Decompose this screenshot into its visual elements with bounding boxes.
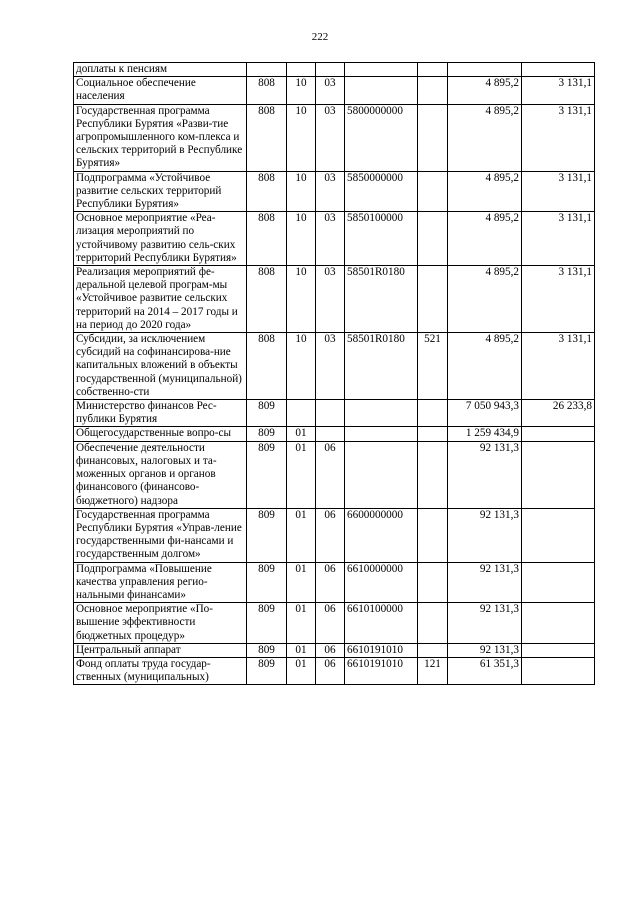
table-row bbox=[74, 400, 595, 427]
amount-secondary-cell bbox=[522, 657, 595, 684]
expense-type-cell bbox=[418, 63, 448, 77]
ved-code-cell: 808 bbox=[247, 212, 287, 266]
section-code-cell bbox=[287, 400, 316, 427]
target-article-cell: 6610000000 bbox=[345, 562, 418, 603]
subsection-code-cell bbox=[316, 63, 345, 77]
ved-code-cell: 809 bbox=[247, 643, 287, 657]
amount-cell: 4 895,2 bbox=[448, 171, 522, 212]
expense-type-cell: 521 bbox=[418, 333, 448, 400]
row-name-cell: Подпрограмма «Повышение качества управления регио-нальными финансами» bbox=[74, 562, 247, 603]
table-row bbox=[74, 266, 595, 333]
subsection-code-cell: 06 bbox=[316, 643, 345, 657]
expense-type-cell bbox=[418, 603, 448, 644]
row-name-cell: Основное мероприятие «Реа-лизация мероприятий по устойчивому развитию сель-ских территорий Республики Бурятия» bbox=[74, 212, 247, 266]
table-row bbox=[74, 441, 595, 508]
table-body bbox=[74, 63, 595, 685]
target-article-cell: 5850100000 bbox=[345, 212, 418, 266]
table-row bbox=[74, 603, 595, 644]
subsection-code-cell: 03 bbox=[316, 333, 345, 400]
expense-type-cell bbox=[418, 400, 448, 427]
ved-code-cell: 809 bbox=[247, 562, 287, 603]
table-row bbox=[74, 63, 595, 77]
target-article-cell: 6610191010 bbox=[345, 643, 418, 657]
row-name-cell: Обеспечение деятельности финансовых, налоговых и та-моженных органов и органов финансового (финансово-бюджетного) надзора bbox=[74, 441, 247, 508]
budget-table bbox=[73, 62, 595, 685]
amount-cell: 4 895,2 bbox=[448, 212, 522, 266]
amount-secondary-cell bbox=[522, 63, 595, 77]
amount-secondary-cell: 3 131,1 bbox=[522, 104, 595, 171]
amount-secondary-cell bbox=[522, 562, 595, 603]
subsection-code-cell: 03 bbox=[316, 212, 345, 266]
expense-type-cell: 121 bbox=[418, 657, 448, 684]
expense-type-cell bbox=[418, 77, 448, 104]
subsection-code-cell: 06 bbox=[316, 603, 345, 644]
amount-cell: 4 895,2 bbox=[448, 77, 522, 104]
section-code-cell: 01 bbox=[287, 508, 316, 562]
section-code-cell: 10 bbox=[287, 212, 316, 266]
expense-type-cell bbox=[418, 171, 448, 212]
amount-cell: 92 131,3 bbox=[448, 603, 522, 644]
amount-cell: 4 895,2 bbox=[448, 333, 522, 400]
table-row bbox=[74, 333, 595, 400]
ved-code-cell: 809 bbox=[247, 508, 287, 562]
target-article-cell: 6610100000 bbox=[345, 603, 418, 644]
row-name-cell: Государственная программа Республики Бурятия «Управ-ление государственными фи-нансами и государственным долгом» bbox=[74, 508, 247, 562]
amount-secondary-cell: 3 131,1 bbox=[522, 77, 595, 104]
expense-type-cell bbox=[418, 643, 448, 657]
expense-type-cell bbox=[418, 104, 448, 171]
table-row bbox=[74, 171, 595, 212]
amount-secondary-cell: 3 131,1 bbox=[522, 333, 595, 400]
subsection-code-cell: 03 bbox=[316, 171, 345, 212]
row-name-cell: Государственная программа Республики Бурятия «Разви-тие агропромышленного ком-плекса и сельских территорий в Республике Бурятия» bbox=[74, 104, 247, 171]
row-name-cell: Фонд оплаты труда государ-ственных (муниципальных) bbox=[74, 657, 247, 684]
ved-code-cell: 808 bbox=[247, 266, 287, 333]
page-number: 222 bbox=[311, 31, 329, 43]
target-article-cell bbox=[345, 400, 418, 427]
subsection-code-cell: 03 bbox=[316, 77, 345, 104]
amount-secondary-cell bbox=[522, 427, 595, 441]
expense-type-cell bbox=[418, 212, 448, 266]
ved-code-cell: 809 bbox=[247, 603, 287, 644]
subsection-code-cell bbox=[316, 400, 345, 427]
amount-cell: 92 131,3 bbox=[448, 643, 522, 657]
target-article-cell: 6600000000 bbox=[345, 508, 418, 562]
amount-cell: 92 131,3 bbox=[448, 562, 522, 603]
ved-code-cell: 808 bbox=[247, 77, 287, 104]
subsection-code-cell: 06 bbox=[316, 441, 345, 508]
target-article-cell bbox=[345, 63, 418, 77]
ved-code-cell: 809 bbox=[247, 400, 287, 427]
expense-type-cell bbox=[418, 508, 448, 562]
ved-code-cell bbox=[247, 63, 287, 77]
row-name-cell: Подпрограмма «Устойчивое развитие сельских территорий Республики Бурятия» bbox=[74, 171, 247, 212]
ved-code-cell: 809 bbox=[247, 441, 287, 508]
expense-type-cell bbox=[418, 562, 448, 603]
target-article-cell bbox=[345, 77, 418, 104]
section-code-cell: 10 bbox=[287, 104, 316, 171]
subsection-code-cell: 03 bbox=[316, 266, 345, 333]
amount-secondary-cell bbox=[522, 603, 595, 644]
table-row bbox=[74, 212, 595, 266]
subsection-code-cell: 06 bbox=[316, 508, 345, 562]
table-row bbox=[74, 562, 595, 603]
section-code-cell: 01 bbox=[287, 441, 316, 508]
section-code-cell: 10 bbox=[287, 171, 316, 212]
amount-cell: 7 050 943,3 bbox=[448, 400, 522, 427]
amount-secondary-cell: 3 131,1 bbox=[522, 171, 595, 212]
row-name-cell: доплаты к пенсиям bbox=[74, 63, 247, 77]
section-code-cell: 10 bbox=[287, 266, 316, 333]
amount-secondary-cell: 3 131,1 bbox=[522, 266, 595, 333]
section-code-cell: 01 bbox=[287, 427, 316, 441]
subsection-code-cell: 03 bbox=[316, 104, 345, 171]
amount-cell: 92 131,3 bbox=[448, 508, 522, 562]
amount-cell: 92 131,3 bbox=[448, 441, 522, 508]
target-article-cell bbox=[345, 441, 418, 508]
target-article-cell bbox=[345, 427, 418, 441]
amount-secondary-cell bbox=[522, 643, 595, 657]
section-code-cell: 10 bbox=[287, 77, 316, 104]
section-code-cell: 01 bbox=[287, 603, 316, 644]
row-name-cell: Социальное обеспечение населения bbox=[74, 77, 247, 104]
section-code-cell bbox=[287, 63, 316, 77]
target-article-cell: 5800000000 bbox=[345, 104, 418, 171]
subsection-code-cell: 06 bbox=[316, 562, 345, 603]
ved-code-cell: 809 bbox=[247, 657, 287, 684]
amount-cell bbox=[448, 63, 522, 77]
row-name-cell: Министерство финансов Рес-публики Бурятия bbox=[74, 400, 247, 427]
table-row bbox=[74, 643, 595, 657]
target-article-cell: 58501R0180 bbox=[345, 333, 418, 400]
target-article-cell: 58501R0180 bbox=[345, 266, 418, 333]
ved-code-cell: 808 bbox=[247, 104, 287, 171]
amount-cell: 1 259 434,9 bbox=[448, 427, 522, 441]
ved-code-cell: 808 bbox=[247, 171, 287, 212]
row-name-cell: Реализация мероприятий фе-деральной целевой програм-мы «Устойчивое развитие сельских территорий на 2014 – 2017 годы и на период до 2020 года» bbox=[74, 266, 247, 333]
amount-secondary-cell: 26 233,8 bbox=[522, 400, 595, 427]
amount-secondary-cell: 3 131,1 bbox=[522, 212, 595, 266]
ved-code-cell: 808 bbox=[247, 333, 287, 400]
amount-secondary-cell bbox=[522, 441, 595, 508]
section-code-cell: 01 bbox=[287, 643, 316, 657]
subsection-code-cell: 06 bbox=[316, 657, 345, 684]
amount-cell: 61 351,3 bbox=[448, 657, 522, 684]
subsection-code-cell bbox=[316, 427, 345, 441]
table-row bbox=[74, 427, 595, 441]
expense-type-cell bbox=[418, 266, 448, 333]
table-row bbox=[74, 104, 595, 171]
section-code-cell: 10 bbox=[287, 333, 316, 400]
expense-type-cell bbox=[418, 427, 448, 441]
row-name-cell: Центральный аппарат bbox=[74, 643, 247, 657]
table-row bbox=[74, 508, 595, 562]
table-row bbox=[74, 657, 595, 684]
ved-code-cell: 809 bbox=[247, 427, 287, 441]
amount-cell: 4 895,2 bbox=[448, 266, 522, 333]
row-name-cell: Основное мероприятие «По-вышение эффективности бюджетных процедур» bbox=[74, 603, 247, 644]
section-code-cell: 01 bbox=[287, 657, 316, 684]
row-name-cell: Субсидии, за исключением субсидий на софинансирова-ние капитальных вложений в объекты государственной (муниципальной) собственно-сти bbox=[74, 333, 247, 400]
amount-secondary-cell bbox=[522, 508, 595, 562]
table-row bbox=[74, 77, 595, 104]
row-name-cell: Общегосударственные вопро-сы bbox=[74, 427, 247, 441]
amount-cell: 4 895,2 bbox=[448, 104, 522, 171]
target-article-cell: 5850000000 bbox=[345, 171, 418, 212]
expense-type-cell bbox=[418, 441, 448, 508]
target-article-cell: 6610191010 bbox=[345, 657, 418, 684]
section-code-cell: 01 bbox=[287, 562, 316, 603]
